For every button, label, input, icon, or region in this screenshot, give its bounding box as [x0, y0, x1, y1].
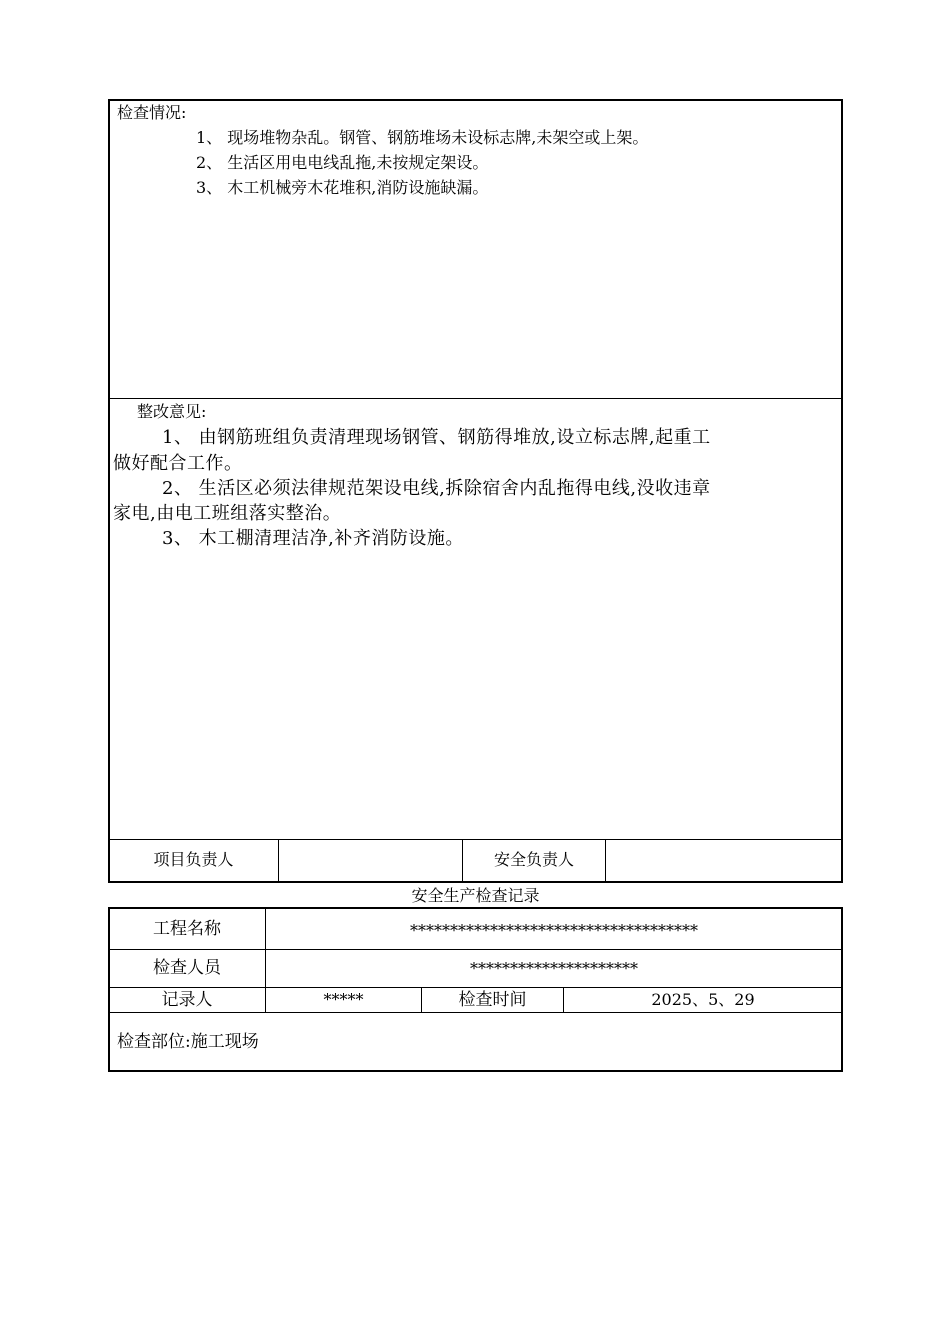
inspection-item-1: 1、 现场堆物杂乱。钢管、钢筋堆场未设标志牌,未架空或上架。 [196, 128, 649, 147]
safety-manager-label: 安全负责人 [493, 850, 574, 869]
inspection-label: 检查情况: [117, 103, 187, 122]
inspectors-label: 检查人员 [153, 958, 221, 978]
safety-manager-field[interactable] [606, 848, 841, 872]
divider-inspection-rectification [108, 398, 843, 399]
rectification-line-3: 2、 生活区必须法律规范架设电线,拆除宿舍内乱拖得电线,没收违章 [162, 478, 711, 499]
inspection-time-value: 2025、5、29 [651, 990, 755, 1009]
inspectors-value: ********************* [470, 959, 638, 978]
project-manager-field[interactable] [279, 848, 462, 872]
rectification-label: 整改意见: [137, 402, 207, 421]
inspection-item-3: 3、 木工机械旁木花堆积,消防设施缺漏。 [196, 178, 489, 197]
inspection-location: 检查部位:施工现场 [117, 1032, 259, 1052]
divider-rectification-signatures [108, 839, 843, 840]
inspection-item-2: 2、 生活区用电电线乱拖,未按规定架设。 [196, 153, 489, 172]
project-name-value: ************************************ [410, 921, 698, 940]
record-title: 安全生产检查记录 [411, 886, 540, 905]
rectification-line-1: 1、 由钢筋班组负责清理现场钢管、钢筋得堆放,设立标志牌,起重工 [162, 427, 711, 448]
rectification-line-2: 做好配合工作。 [113, 453, 243, 474]
recorder-label: 记录人 [161, 990, 213, 1010]
record-divider-3 [108, 1012, 843, 1013]
inspection-time-label: 检查时间 [458, 990, 527, 1010]
rectification-line-5: 3、 木工棚清理洁净,补齐消防设施。 [162, 528, 464, 549]
recorder-value: ***** [323, 990, 364, 1009]
project-name-label: 工程名称 [153, 919, 221, 939]
project-manager-label: 项目负责人 [153, 850, 234, 869]
rectification-line-4: 家电,由电工班组落实整治。 [113, 503, 342, 524]
record-divider-1 [108, 949, 843, 950]
